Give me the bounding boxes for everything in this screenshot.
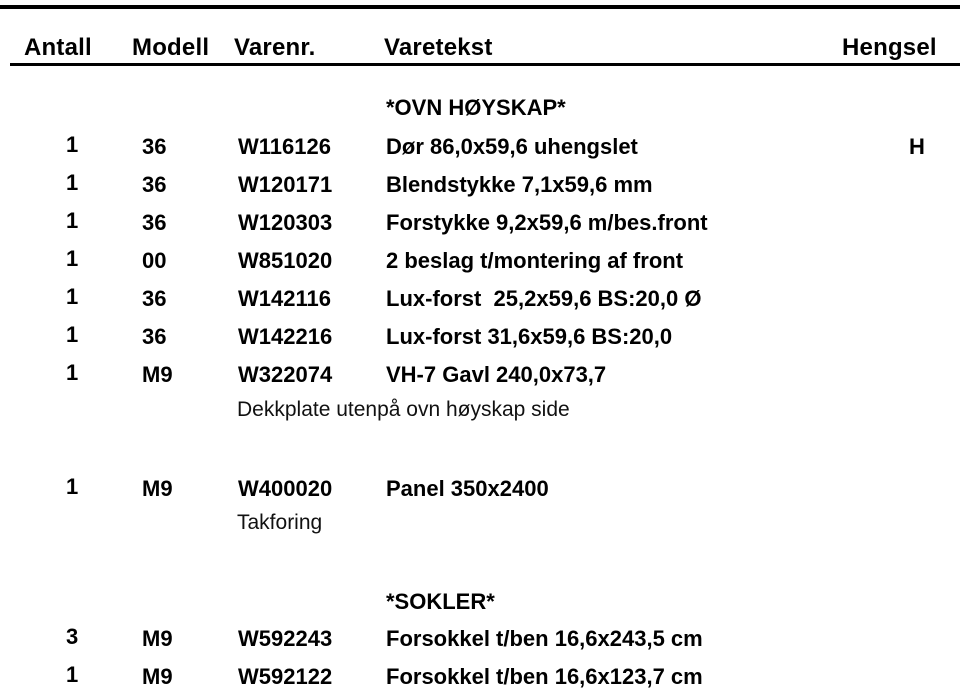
row-varetekst: 2 beslag t/montering af front — [386, 248, 684, 273]
header-rule — [10, 63, 960, 66]
row-varetekst: Forsokkel t/ben 16,6x243,5 cm — [386, 626, 703, 651]
row-varetekst: Dør 86,0x59,6 uhengslet — [386, 134, 638, 159]
row-modell: M9 — [142, 664, 173, 689]
row-modell: 36 — [142, 324, 167, 349]
row-varenr: W120171 — [238, 172, 333, 197]
row-varenr: W120303 — [238, 210, 333, 235]
row-varenr: W322074 — [238, 362, 333, 387]
row-varenr: W592122 — [238, 664, 333, 689]
row-varetekst: Lux-forst 31,6x59,6 BS:20,0 — [386, 324, 673, 349]
row-varenr: W116126 — [238, 134, 331, 159]
header-varenr: Varenr. — [234, 34, 316, 61]
section-title-ovn-hoyskap: *OVN HØYSKAP* — [386, 95, 566, 120]
row-modell: 36 — [142, 172, 167, 197]
row-modell: 36 — [142, 210, 167, 235]
row-modell: M9 — [142, 362, 173, 387]
row-antall: 1 — [66, 322, 79, 347]
header-modell: Modell — [132, 34, 210, 61]
section-title-sokler: *SOKLER* — [386, 589, 495, 614]
row-antall: 1 — [66, 662, 79, 687]
row-antall: 1 — [66, 170, 79, 195]
row-varetekst: Forsokkel t/ben 16,6x123,7 cm — [386, 664, 703, 689]
row-varenr: W592243 — [238, 626, 333, 651]
row-modell: M9 — [142, 626, 173, 651]
row-varetekst: Blendstykke 7,1x59,6 mm — [386, 172, 653, 197]
row-varetekst: Lux-forst 25,2x59,6 BS:20,0 Ø — [386, 286, 702, 311]
row-antall: 3 — [66, 624, 79, 649]
row-modell: M9 — [142, 476, 173, 501]
header-antall: Antall — [24, 34, 92, 61]
row-note: Dekkplate utenpå ovn høyskap side — [237, 398, 570, 421]
row-modell: 00 — [142, 248, 167, 273]
row-antall: 1 — [66, 246, 79, 271]
top-rule — [0, 5, 960, 9]
row-varetekst: Panel 350x2400 — [386, 476, 549, 501]
row-antall: 1 — [66, 208, 79, 233]
row-antall: 1 — [66, 360, 79, 385]
row-varenr: W851020 — [238, 248, 333, 273]
row-hengsel: H — [909, 134, 925, 159]
row-varetekst: VH-7 Gavl 240,0x73,7 — [386, 362, 607, 387]
row-varenr: W142116 — [238, 286, 331, 311]
row-antall: 1 — [66, 132, 79, 157]
header-hengsel: Hengsel — [842, 34, 937, 61]
row-varetekst: Forstykke 9,2x59,6 m/bes.front — [386, 210, 708, 235]
row-antall: 1 — [66, 284, 79, 309]
row-antall: 1 — [66, 474, 79, 499]
row-varenr: W400020 — [238, 476, 333, 501]
row-modell: 36 — [142, 134, 167, 159]
row-varenr: W142216 — [238, 324, 333, 349]
header-varetekst: Varetekst — [384, 34, 493, 61]
row-modell: 36 — [142, 286, 167, 311]
row-note: Takforing — [237, 511, 323, 534]
